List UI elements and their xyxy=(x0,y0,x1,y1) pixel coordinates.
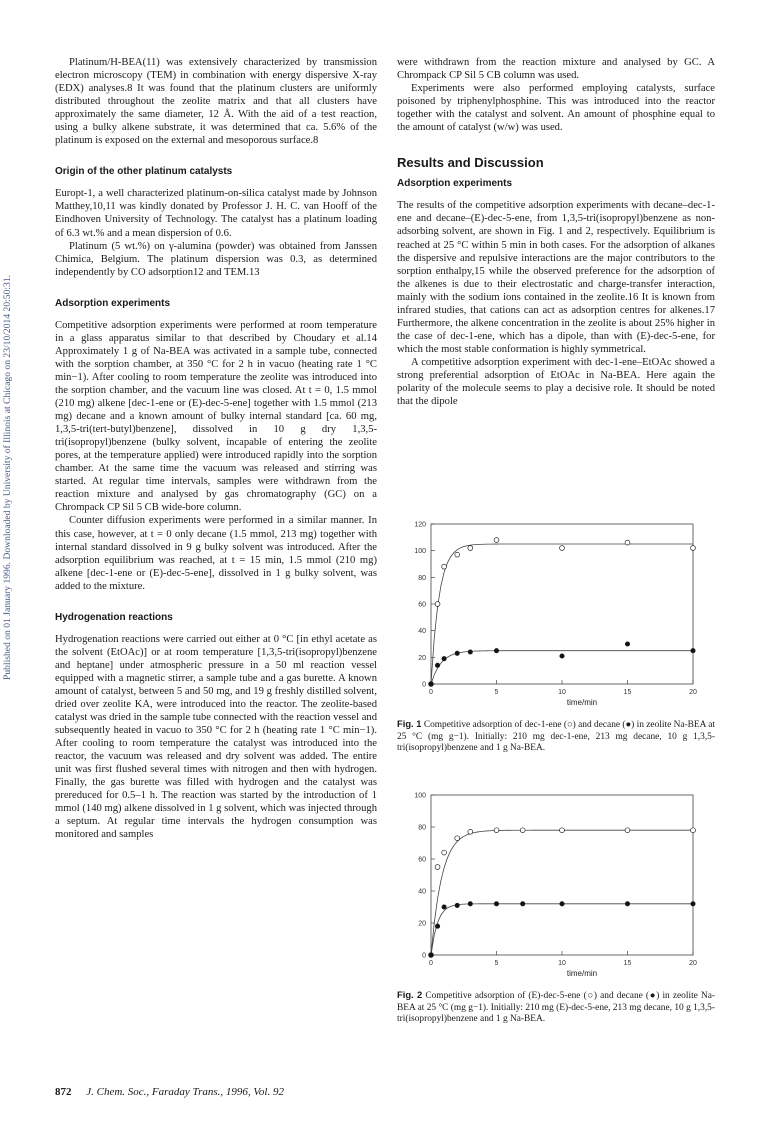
y-tick-label: 20 xyxy=(418,654,426,662)
europt-paragraph: Europt-1, a well characterized platinum-on-silica catalyst made by Johnson Matthey,10,11 was kindly donated by Professor J. H. C. van Hooff of the Eindhoven University of Technology. The catalyst has a platinum loading of 6.3 wt.% and a mean dispersion of 0.6. xyxy=(55,188,377,239)
figure-2-label: Fig. 2 xyxy=(397,989,423,1000)
figure-1-caption-text: Competitive adsorption of dec-1-ene (○) and decane (●) in zeolite Na-BEA at 25 °C (mg g−1). Initially: 210 mg dec-1-ene, 213 mg decane, 10 g 1,3,5-tri(isopropyl)benzene and 1 g Na-BEA. xyxy=(397,720,715,754)
x-tick-label: 15 xyxy=(623,960,632,967)
x-tick-label: 10 xyxy=(558,960,566,967)
alkene-point xyxy=(468,546,473,551)
x-tick-label: 20 xyxy=(689,689,697,696)
y-tick-label: 20 xyxy=(418,920,426,928)
x-tick-label: 5 xyxy=(494,689,499,696)
alkene-point xyxy=(468,829,473,834)
alkene-point xyxy=(560,828,565,833)
alkene-point xyxy=(625,540,630,545)
results-paragraph: The results of the competitive adsorption experiments with decane–dec-1-ene and decane–(E)-dec-5-ene, from 1,3,5-tri(isopropyl)benzene as non-adsorbing solvent, are shown in Fig. 1 and 2, respectively. Equilibrium is reached at 25 °C within 5 min in both cases. For the adsorption of alkanes the dispersive and repulsive interactions are the major contributors to the sorption enthalpy,15 while the observed preference for the adsorption of the alkenes is due to their electrostatic and charge-transfer interaction, mainly with the sodium ions contained in the zeolite.16 It is known from infrared studies, that cations can act as adsorption centres for alkenes.17 Furthermore, the alkene concentration in the zeolite is about 25% higher in the case of dec-1-ene, which has a dipole, than with (E)-dec-5-ene, for which the most stable conformation is highly symmetrical. xyxy=(397,200,715,355)
results-heading: Results and Discussion xyxy=(397,155,544,171)
alkene-point xyxy=(560,546,565,551)
decane-point xyxy=(435,924,439,928)
alumina-paragraph: Platinum (5 wt.%) on γ-alumina (powder) was obtained from Janssen Chimica, Belgium. The platinum dispersion was 0.3, as determined independently by CO adsorption12 and TEM.13 xyxy=(55,240,377,278)
decane-point xyxy=(691,648,695,652)
x-tick-label: 20 xyxy=(689,960,697,967)
y-tick-label: 0 xyxy=(422,681,426,689)
page-number: 872 xyxy=(55,1086,72,1098)
competitive-paragraph: Competitive adsorption experiments were performed at room temperature in a glass apparatus similar to that described by Choudary et al.14 Approximately 1 g of Na-BEA was activated in a sample tube, connected with the sorption chamber, at 350 °C for 2 h in vacuo (heating rate 1 °C min−1). After cooling to room temperature the zeolite was introduced into the sorption chamber, and the vacuum line was closed. At t = 0, 1.5 mmol (210 mg) alkene [dec-1-ene or (E)-dec-5-ene] together with 1.5 mmol (213 mg) decane and a known amount of bulky internal standard [ca. 60 mg, 1,3,5-tri(tert-butyl)benzene], dissolved in 10 g dry 1,3,5-tri(isopropyl)benzene (bulky solvent, incapable of entering the zeolite pores, at the temperature applied) were introduced rapidly into the sorption chamber. At the same time the vacuum was released and stirring was started. At regular time intervals, samples were withdrawn from the reaction mixture and analysed by gas chromatography (GC) on a Chrompack CP Sil 5 CB wide-bore column. xyxy=(55,319,377,514)
decane-point xyxy=(442,656,446,660)
decane-point xyxy=(560,654,564,658)
x-axis-label: time/min xyxy=(566,698,598,707)
alkene-point xyxy=(520,828,525,833)
counter-diffusion-paragraph: Counter diffusion experiments were performed in a similar manner. In this case, however, at t = 0 only decane (1.5 mmol, 213 mg) together with internal standard dissolved in 9 g bulky solvent was introduced. After the adsorption equilibrium was reached, at t = 15 min, 1.5 mmol (210 mg) alkene [dec-1-ene or (E)-dec-5-ene], dissolved in 1 g bulky solvent, was added to the mixture. xyxy=(55,515,377,592)
y-tick-label: 40 xyxy=(418,628,426,636)
alkene-point xyxy=(455,836,460,841)
decane-point xyxy=(691,902,695,906)
decane-point xyxy=(429,682,433,686)
fit-curve-1 xyxy=(431,904,693,955)
y-tick-label: 80 xyxy=(418,824,426,832)
x-axis-label: time/min xyxy=(566,969,598,978)
x-tick-label: 10 xyxy=(558,689,566,696)
fit-curve-0 xyxy=(431,830,693,955)
alkene-point xyxy=(435,865,440,870)
alkene-point xyxy=(691,546,696,551)
figure-1-label: Fig. 1 xyxy=(397,718,422,729)
alkene-point xyxy=(435,602,440,607)
y-tick-label: 80 xyxy=(418,574,426,582)
figure-2-caption xyxy=(397,989,715,1026)
decane-point xyxy=(560,902,564,906)
y-tick-label: 60 xyxy=(418,856,426,864)
left-column xyxy=(55,56,377,842)
x-tick-label: 0 xyxy=(429,960,433,967)
alkene-point xyxy=(494,828,499,833)
intro-paragraph: Platinum/H-BEA(11) was extensively characterized by transmission electron microscopy (TEM) in combination with energy dispersive X-ray (EDX) analyses.8 It was found that the platinum clusters are uniformly distributed throughout the zeolite matrix and that all clusters have approximately the same diameter, 12 Å. With the aid of a test reaction, using a bulky alkene substrate, it was determined that ca. 5.6% of the platinum is exposed on the external and mesoporous surface.8 xyxy=(55,57,377,147)
y-tick-label: 0 xyxy=(422,952,426,960)
alkene-point xyxy=(625,828,630,833)
figure-1-caption xyxy=(397,718,715,755)
decane-point xyxy=(429,953,433,957)
alkene-point xyxy=(442,564,447,569)
alkene-point xyxy=(494,538,499,543)
alkene-point xyxy=(455,552,460,557)
decane-point xyxy=(442,905,446,909)
figure-2-chart xyxy=(397,785,715,985)
y-tick-label: 40 xyxy=(418,888,426,896)
x-tick-label: 15 xyxy=(623,689,632,696)
y-tick-label: 100 xyxy=(414,548,426,556)
decane-point xyxy=(625,642,629,646)
results-subheading: Adsorption experiments xyxy=(397,178,513,190)
decane-point xyxy=(455,903,459,907)
plot-frame xyxy=(431,795,693,955)
figure-1-chart xyxy=(397,514,715,714)
figure-2 xyxy=(397,785,715,1026)
continued-paragraph: were withdrawn from the reaction mixture and analysed by GC. A Chrompack CP Sil 5 CB column was used. xyxy=(397,57,715,82)
download-watermark: Published on 01 January 1996. Downloaded by University of Illinois at Chicago on 23/10/2014 20:50:31. xyxy=(2,274,13,680)
decane-point xyxy=(494,648,498,652)
decane-point xyxy=(468,650,472,654)
etoac-paragraph: A competitive adsorption experiment with dec-1-ene–EtOAc showed a strong preferential adsorption of EtOAc in Na-BEA. Here again the polarity of the molecule seems to play a decisive role. It should be noted that the dipole xyxy=(397,356,715,408)
figure-2-caption-text: Competitive adsorption of (E)-dec-5-ene (○) and decane (●) in zeolite Na-BEA at 25 °C (mg g−1). Initially: 210 mg (E)-dec-5-ene, 213 mg decane, 10 g 1,3,5-tri(isopropyl)benzene and 1 g Na-BEA. xyxy=(397,991,715,1025)
decane-point xyxy=(625,902,629,906)
section-heading-hydrogenation: Hydrogenation reactions xyxy=(55,611,173,623)
x-tick-label: 5 xyxy=(494,960,499,967)
decane-point xyxy=(521,902,525,906)
alkene-point xyxy=(691,828,696,833)
y-tick-label: 100 xyxy=(414,792,426,800)
decane-point xyxy=(435,663,439,667)
section-heading-adsorption: Adsorption experiments xyxy=(55,297,171,309)
y-tick-label: 60 xyxy=(418,601,426,609)
hydrogenation-paragraph: Hydrogenation reactions were carried out either at 0 °C [in ethyl acetate as the solvent (EtOAc)] or at room temperature [1,3,5-tri(isopropyl)benzene and heptane] under atmospheric pressure in a 50 ml reaction vessel equipped with a magnetic stirrer, a sample tube and a gas burette. A known amount of catalyst, between 5 and 50 mg, and 19 g freshly distilled solvent, dried over zeolite KA, were introduced into the reactor. The zeolite-based catalyst was dried in the sample tube connected with the reaction vessel and subsequently heated in vacuo to 350 °C for 2 h (heating rate 1 °C min−1). After cooling to room temperature the catalyst was introduced into the reactor, the vacuum was released and dry solvent was added. The entire unit was first flushed several times with nitrogen and then with hydrogen. Finally, the gas burette was filled with hydrogen and the catalyst was prereduced for 0.5–1 h. The reaction was started by the introduction of 1 mmol (140 mg) alkene dissolved in 1 g solvent, which was injected through a septum. At regular time intervals the hydrogen consumption was monitored and samples xyxy=(55,633,377,841)
fit-curve-0 xyxy=(431,544,693,684)
decane-point xyxy=(468,902,472,906)
figure-1 xyxy=(397,514,715,755)
section-heading-origin: Origin of the other platinum catalysts xyxy=(55,166,233,178)
poison-paragraph: Experiments were also performed employing catalysts, surface poisoned by triphenylphosphine. This was introduced into the reactor together with the catalyst and solvent. An amount of phosphine equal to the amount of catalyst (w/w) was used. xyxy=(397,83,715,134)
alkene-point xyxy=(442,850,447,855)
page-footer xyxy=(55,1086,284,1098)
x-tick-label: 0 xyxy=(429,689,433,696)
decane-point xyxy=(494,902,498,906)
right-column xyxy=(397,56,715,408)
journal-citation: J. Chem. Soc., Faraday Trans., 1996, Vol. 92 xyxy=(86,1086,284,1098)
decane-point xyxy=(455,651,459,655)
y-tick-label: 120 xyxy=(414,521,426,529)
